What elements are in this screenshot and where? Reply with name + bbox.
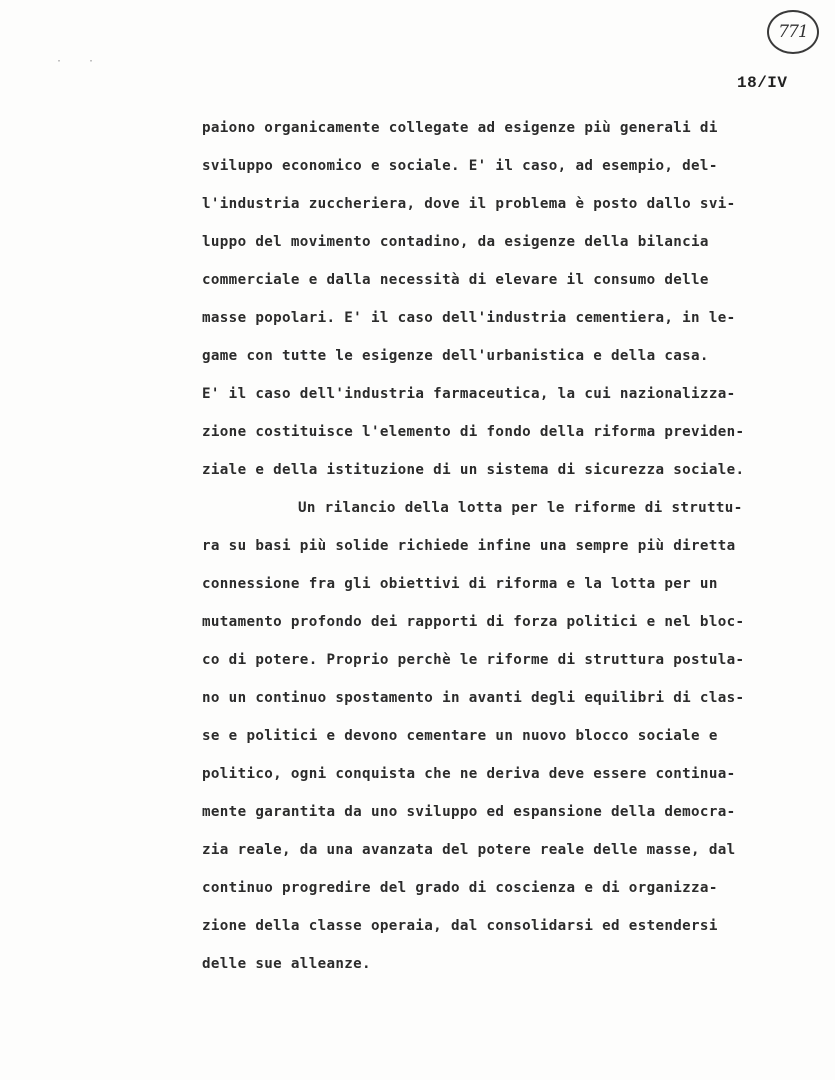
document-body bbox=[202, 115, 822, 989]
text-line: zione della classe operaia, dal consolidarsi ed estendersi bbox=[202, 918, 718, 934]
text-line: co di potere. Proprio perchè le riforme di struttura postula- bbox=[202, 652, 745, 668]
text-line: connessione fra gli obiettivi di riforma e la lotta per un bbox=[202, 576, 718, 592]
archive-stamp bbox=[767, 10, 819, 54]
text-line: zione costituisce l'elemento di fondo della riforma previden- bbox=[202, 424, 745, 440]
text-line: masse popolari. E' il caso dell'industria cementiera, in le- bbox=[202, 310, 736, 326]
text-line: luppo del movimento contadino, da esigenze della bilancia bbox=[202, 234, 709, 250]
archive-stamp-number: 771 bbox=[778, 22, 808, 42]
text-line: ra su basi più solide richiede infine una sempre più diretta bbox=[202, 538, 736, 554]
text-line: paiono organicamente collegate ad esigenze più generali di bbox=[202, 120, 718, 136]
text-line: no un continuo spostamento in avanti degli equilibri di clas- bbox=[202, 690, 745, 706]
paragraph-start-line: Un rilancio della lotta per le riforme di struttu- bbox=[298, 500, 743, 516]
paper-specks: · · bbox=[56, 56, 105, 67]
text-line: mutamento profondo dei rapporti di forza politici e nel bloc- bbox=[202, 614, 745, 630]
text-line: ziale e della istituzione di un sistema di sicurezza sociale. bbox=[202, 462, 745, 478]
text-line: commerciale e dalla necessità di elevare il consumo delle bbox=[202, 272, 709, 288]
text-line: game con tutte le esigenze dell'urbanistica e della casa. bbox=[202, 348, 709, 364]
text-line: continuo progredire del grado di coscienza e di organizza- bbox=[202, 880, 718, 896]
text-line: sviluppo economico e sociale. E' il caso, ad esempio, del- bbox=[202, 158, 718, 174]
text-line: E' il caso dell'industria farmaceutica, la cui nazionalizza- bbox=[202, 386, 736, 402]
text-line: zia reale, da una avanzata del potere reale delle masse, dal bbox=[202, 842, 736, 858]
text-line: politico, ogni conquista che ne deriva deve essere continua- bbox=[202, 766, 736, 782]
text-line: l'industria zuccheriera, dove il problema è posto dallo svi- bbox=[202, 196, 736, 212]
text-line: mente garantita da uno sviluppo ed espansione della democra- bbox=[202, 804, 736, 820]
text-line: se e politici e devono cementare un nuovo blocco sociale e bbox=[202, 728, 718, 744]
text-line: delle sue alleanze. bbox=[202, 956, 371, 972]
page-number: 18/IV bbox=[737, 74, 788, 92]
